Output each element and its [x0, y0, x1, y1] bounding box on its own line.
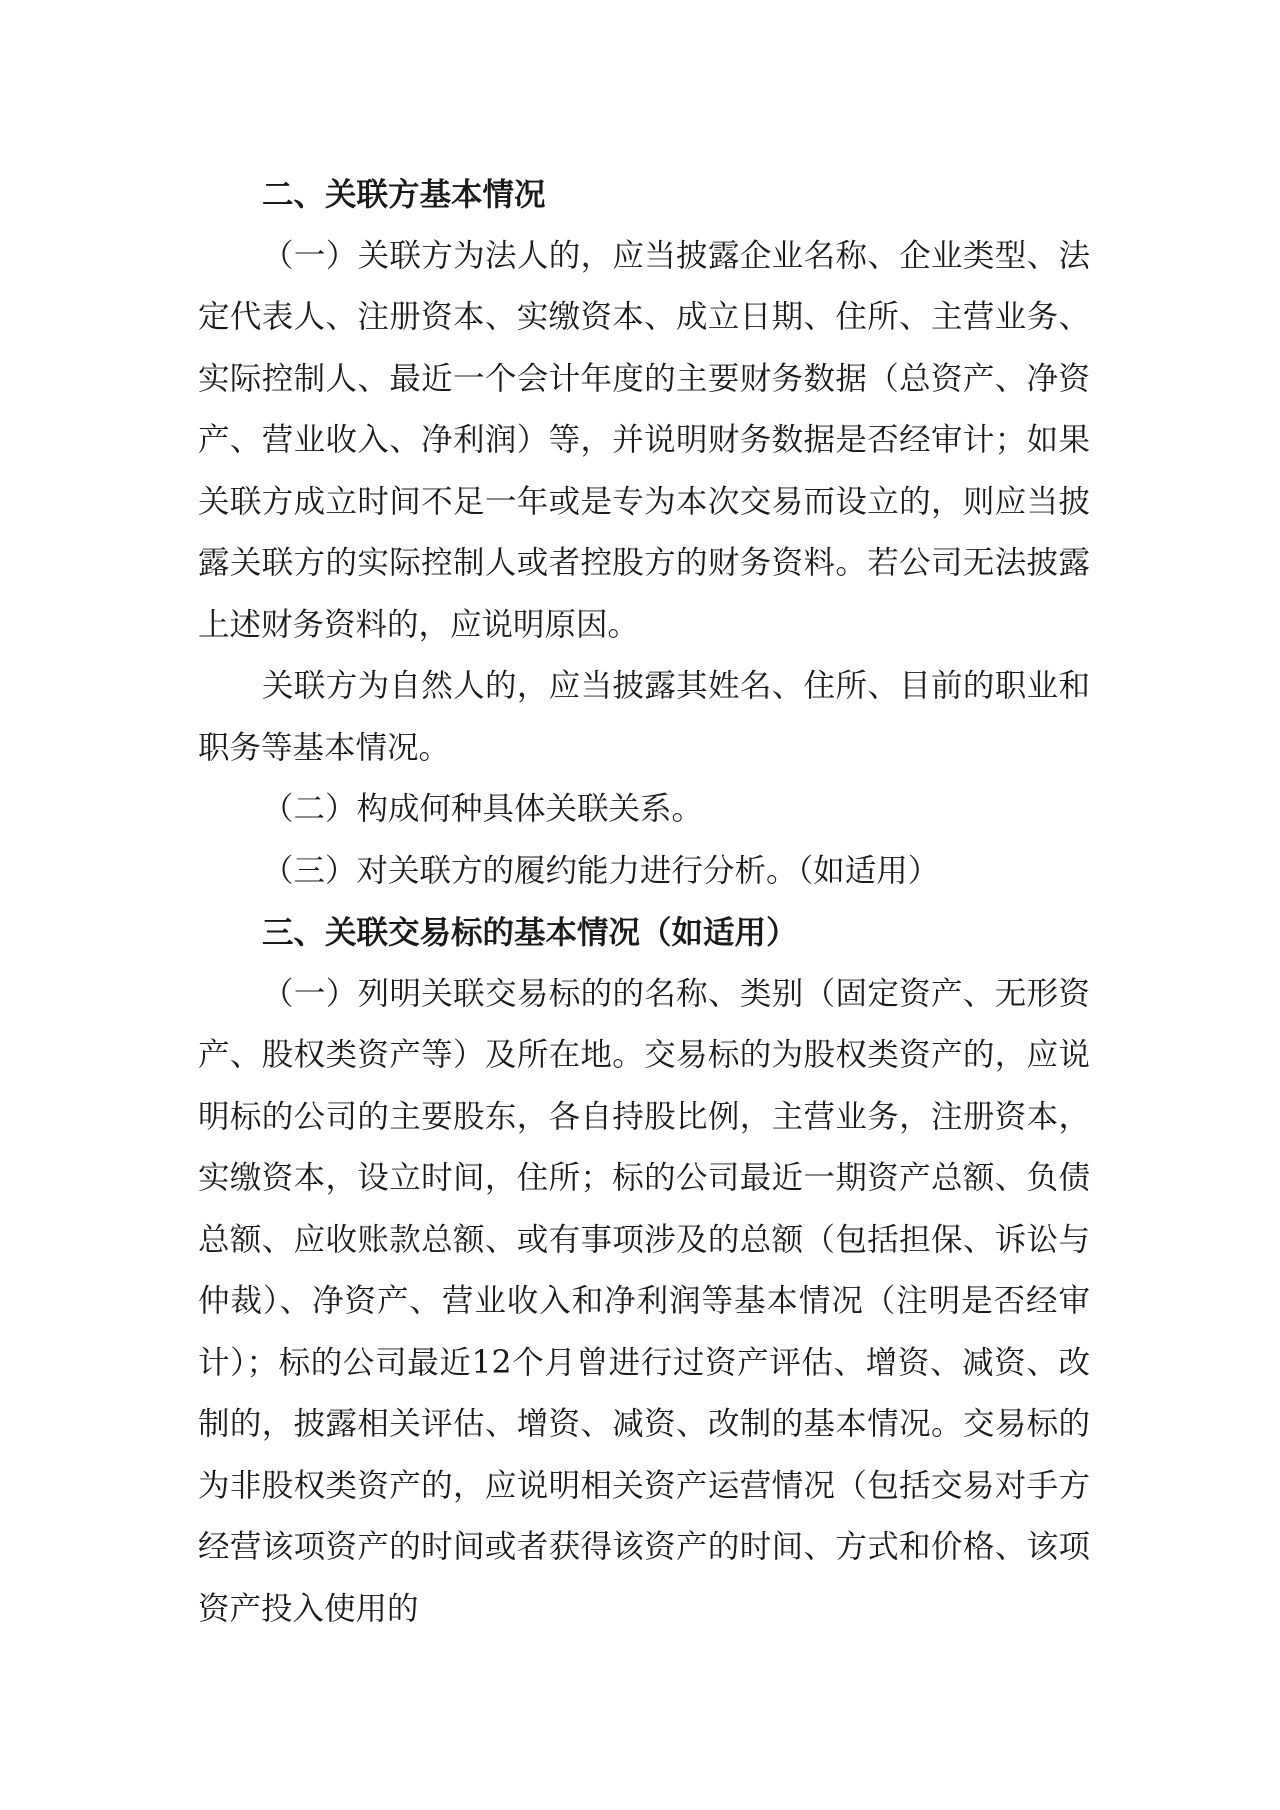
section-three-heading: 三、关联交易标的基本情况（如适用） — [262, 914, 798, 951]
relationship-paragraph: （二）构成何种具体关联关系。 — [262, 791, 704, 827]
document-body — [198, 164, 1090, 1640]
natural-person-paragraph: 关联方为自然人的，应当披露其姓名、住所、目前的职业和职务等基本情况。 — [198, 668, 1090, 766]
performance-capacity-paragraph: （三）对关联方的履约能力进行分析。（如适用） — [262, 852, 940, 889]
section-two-heading: 二、关联方基本情况 — [262, 176, 546, 213]
legal-person-paragraph: （一）关联方为法人的，应当披露企业名称、企业类型、法定代表人、注册资本、实缴资本、成立日期、住所、主营业务、实际控制人、最近一个会计年度的主要财务数据（总资产、净资产、营业收入、净利润）等，并说明财务数据是否经审计；如果关联方成立时间不足一年或是专为本次交易而设立的，则应当披露关联方的实际控制人或者控股方的财务资料。若公司无法披露上述财务资料的，应说明原因。 — [198, 237, 1090, 643]
transaction-target-paragraph: （一）列明关联交易标的的名称、类别（固定资产、无形资产、股权类资产等）及所在地。交易标的为股权类资产的，应说明标的公司的主要股东，各自持股比例，主营业务，注册资本，实缴资本，设立时间，住所；标的公司最近一期资产总额、负债总额、应收账款总额、或有事项涉及的总额（包括担保、诉讼与仲裁）、净资产、营业收入和净利润等基本情况（注明是否经审计）；标的公司最近12个月曾进行过资产评估、增资、减资、改制的，披露相关评估、增资、减资、改制的基本情况。交易标的为非股权类资产的，应说明相关资产运营情况（包括交易对手方经营该项资产的时间或者获得该资产的时间、方式和价格、该项资产投入使用的 — [198, 975, 1090, 1627]
